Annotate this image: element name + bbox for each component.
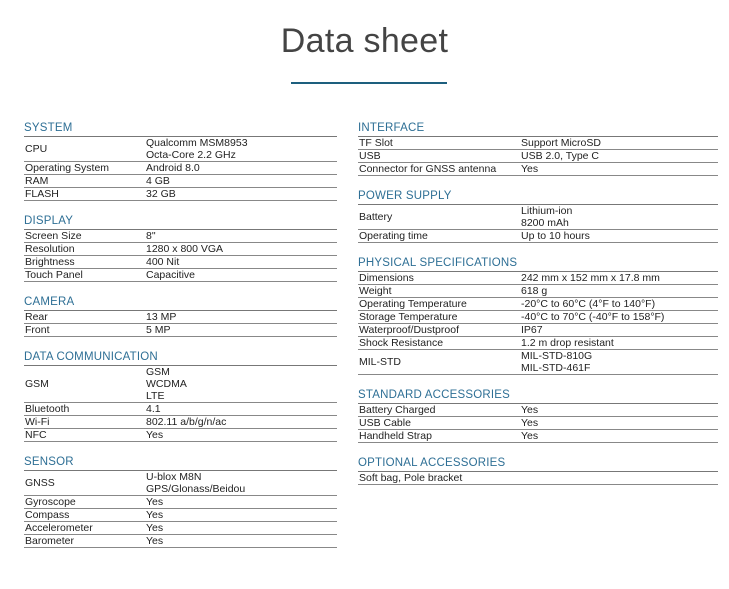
spec-value <box>146 366 337 402</box>
spec-key: Resolution <box>25 243 75 255</box>
spec-row-connector-for-gnss-antenna <box>358 163 718 176</box>
section-optional-accessories <box>358 457 718 485</box>
spec-value-line: Yes <box>521 404 539 416</box>
spec-row-battery-charged <box>358 404 718 417</box>
spec-key: Compass <box>25 509 70 521</box>
spec-value <box>521 163 718 175</box>
spec-key: Accelerometer <box>25 522 93 534</box>
spec-key: GNSS <box>25 477 55 489</box>
spec-row-gnss <box>24 471 337 496</box>
section-heading: DISPLAY <box>24 215 337 230</box>
section-sensor <box>24 456 337 548</box>
section-standard-accessories <box>358 389 718 443</box>
spec-value <box>146 535 337 547</box>
spec-value <box>146 403 337 415</box>
spec-key: USB <box>359 150 381 162</box>
section-heading: INTERFACE <box>358 122 718 137</box>
spec-value-line: Yes <box>146 496 164 508</box>
spec-value-line: Yes <box>521 417 539 429</box>
spec-key: Gyroscope <box>25 496 76 508</box>
spec-value <box>146 471 337 495</box>
spec-value-line: -40°C to 70°C (-40°F to 158°F) <box>521 311 665 323</box>
spec-key: Wi-Fi <box>25 416 50 428</box>
spec-value-line: 618 g <box>521 285 548 297</box>
section-spacer <box>358 176 718 190</box>
spec-key: Screen Size <box>25 230 82 242</box>
spec-row-usb <box>358 150 718 163</box>
spec-row-wi-fi <box>24 416 337 429</box>
spec-key: Battery Charged <box>359 404 436 416</box>
spec-row-gsm <box>24 366 337 403</box>
title-underline <box>291 82 447 84</box>
spec-row-flash <box>24 188 337 201</box>
spec-key: Weight <box>359 285 392 297</box>
spec-row-storage-temperature <box>358 311 718 324</box>
spec-value <box>146 230 337 242</box>
spec-value-line: 13 MP <box>146 311 177 323</box>
spec-key: FLASH <box>25 188 59 200</box>
spec-key: Brightness <box>25 256 75 268</box>
spec-value <box>521 324 718 336</box>
spec-key: RAM <box>25 175 49 187</box>
spec-value <box>146 162 337 174</box>
spec-row-mil-std <box>358 350 718 375</box>
page-title: Data sheet <box>280 22 449 60</box>
spec-value <box>521 285 718 297</box>
spec-value <box>521 205 718 229</box>
section-spacer <box>358 375 718 389</box>
section-heading: OPTIONAL ACCESSORIES <box>358 457 718 472</box>
right-spec-column <box>358 122 718 485</box>
spec-value <box>146 175 337 187</box>
spec-key: USB Cable <box>359 417 411 429</box>
spec-value-line: IP67 <box>521 324 543 336</box>
spec-value <box>146 188 337 200</box>
spec-value-line: 802.11 a/b/g/n/ac <box>146 416 227 428</box>
spec-value-line: USB 2.0, Type C <box>521 150 600 162</box>
spec-row-usb-cable <box>358 417 718 430</box>
spec-value <box>146 137 337 161</box>
section-spacer <box>358 243 718 257</box>
spec-key: Handheld Strap <box>359 430 432 442</box>
spec-row-operating-temperature <box>358 298 718 311</box>
spec-row-gyroscope <box>24 496 337 509</box>
section-heading: SENSOR <box>24 456 337 471</box>
spec-value-line: Yes <box>146 429 164 441</box>
spec-value-line: U-blox M8N <box>146 471 202 483</box>
spec-key: TF Slot <box>359 137 393 149</box>
spec-value-line: Qualcomm MSM8953 <box>146 137 248 149</box>
section-camera <box>24 296 337 337</box>
spec-value-line: 242 mm x 152 mm x 17.8 mm <box>521 272 660 284</box>
spec-value-line: -20°C to 60°C (4°F to 140°F) <box>521 298 656 310</box>
spec-value <box>521 311 718 323</box>
spec-value-line: 4 GB <box>146 175 170 187</box>
spec-row-handheld-strap <box>358 430 718 443</box>
spec-row-ram <box>24 175 337 188</box>
spec-key: CPU <box>25 143 48 155</box>
spec-value <box>521 404 718 416</box>
section-heading: DATA COMMUNICATION <box>24 351 337 366</box>
spec-row-front <box>24 324 337 337</box>
spec-value <box>521 272 718 284</box>
spec-value-line: 1.2 m drop resistant <box>521 337 614 349</box>
spec-value-line: Capacitive <box>146 269 196 281</box>
spec-value-line: 4.1 <box>146 403 161 415</box>
spec-value-line: GPS/Glonass/Beidou <box>146 483 246 495</box>
spec-row-brightness <box>24 256 337 269</box>
spec-value <box>146 509 337 521</box>
spec-value <box>146 311 337 323</box>
spec-value-line: Yes <box>521 163 539 175</box>
spec-value <box>521 298 718 310</box>
spec-value <box>521 337 718 349</box>
spec-row-barometer <box>24 535 337 548</box>
spec-row-rear <box>24 311 337 324</box>
spec-row-cpu <box>24 137 337 162</box>
spec-value-line: Yes <box>146 535 164 547</box>
spec-row-soft-bag-pole-bracket <box>358 472 718 485</box>
section-spacer <box>24 337 337 351</box>
spec-key: Soft bag, Pole bracket <box>359 472 463 484</box>
spec-key: Barometer <box>25 535 75 547</box>
spec-value-line: 1280 x 800 VGA <box>146 243 224 255</box>
spec-value-line: WCDMA <box>146 378 187 390</box>
spec-value <box>146 496 337 508</box>
spec-key: Waterproof/Dustproof <box>359 324 459 336</box>
spec-key: Operating Temperature <box>359 298 467 310</box>
section-power-supply <box>358 190 718 243</box>
spec-value-line: 8" <box>146 230 156 242</box>
spec-value-line: Android 8.0 <box>146 162 200 174</box>
spec-value <box>146 429 337 441</box>
spec-key: NFC <box>25 429 47 441</box>
spec-value-line: MIL-STD-810G <box>521 350 593 362</box>
section-data-communication <box>24 351 337 442</box>
spec-row-touch-panel <box>24 269 337 282</box>
spec-key: Storage Temperature <box>359 311 458 323</box>
spec-key: GSM <box>25 378 49 390</box>
spec-value-line: Octa-Core 2.2 GHz <box>146 149 236 161</box>
left-spec-column <box>24 122 337 548</box>
section-heading: CAMERA <box>24 296 337 311</box>
spec-row-waterproof-dustproof <box>358 324 718 337</box>
section-heading: PHYSICAL SPECIFICATIONS <box>358 257 718 272</box>
spec-value <box>146 416 337 428</box>
spec-value <box>146 243 337 255</box>
spec-value-line: Up to 10 hours <box>521 230 590 242</box>
section-heading: SYSTEM <box>24 122 337 137</box>
section-interface <box>358 122 718 176</box>
spec-value-line: Lithium-ion <box>521 205 573 217</box>
spec-row-weight <box>358 285 718 298</box>
spec-row-screen-size <box>24 230 337 243</box>
section-system <box>24 122 337 201</box>
spec-key: Rear <box>25 311 48 323</box>
spec-key: Bluetooth <box>25 403 70 415</box>
spec-value-line: 32 GB <box>146 188 176 200</box>
spec-key: MIL-STD <box>359 356 401 368</box>
section-spacer <box>24 442 337 456</box>
section-display <box>24 215 337 282</box>
spec-row-nfc <box>24 429 337 442</box>
section-spacer <box>24 201 337 215</box>
spec-value <box>521 137 718 149</box>
section-physical-specifications <box>358 257 718 375</box>
spec-key: Shock Resistance <box>359 337 444 349</box>
spec-value-line: Support MicroSD <box>521 137 601 149</box>
spec-row-resolution <box>24 243 337 256</box>
spec-value <box>521 230 718 242</box>
section-heading: STANDARD ACCESSORIES <box>358 389 718 404</box>
spec-row-dimensions <box>358 272 718 285</box>
spec-value <box>521 417 718 429</box>
spec-value <box>521 430 718 442</box>
spec-value-line: Yes <box>146 509 164 521</box>
section-spacer <box>24 282 337 296</box>
spec-key: Dimensions <box>359 272 414 284</box>
section-spacer <box>358 443 718 457</box>
spec-key: Operating System <box>25 162 110 174</box>
spec-row-operating-time <box>358 230 718 243</box>
spec-key: Operating time <box>359 230 428 242</box>
spec-row-operating-system <box>24 162 337 175</box>
spec-value <box>521 150 718 162</box>
spec-value-line: 5 MP <box>146 324 171 336</box>
spec-value <box>146 256 337 268</box>
spec-value <box>146 324 337 336</box>
spec-value-line: LTE <box>146 390 165 402</box>
spec-value-line: MIL-STD-461F <box>521 362 591 374</box>
spec-row-accelerometer <box>24 522 337 535</box>
spec-value-line: Yes <box>146 522 164 534</box>
spec-value-line: GSM <box>146 366 170 378</box>
spec-value-line: 8200 mAh <box>521 217 569 229</box>
section-heading: POWER SUPPLY <box>358 190 718 205</box>
spec-row-tf-slot <box>358 137 718 150</box>
spec-value <box>521 350 718 374</box>
spec-value-line: 400 Nit <box>146 256 180 268</box>
spec-row-battery <box>358 205 718 230</box>
spec-value <box>146 522 337 534</box>
spec-key: Connector for GNSS antenna <box>359 163 497 175</box>
spec-key: Battery <box>359 211 393 223</box>
spec-key: Front <box>25 324 50 336</box>
spec-key: Touch Panel <box>25 269 83 281</box>
spec-row-bluetooth <box>24 403 337 416</box>
spec-value <box>146 269 337 281</box>
spec-value-line: Yes <box>521 430 539 442</box>
spec-row-shock-resistance <box>358 337 718 350</box>
spec-row-compass <box>24 509 337 522</box>
